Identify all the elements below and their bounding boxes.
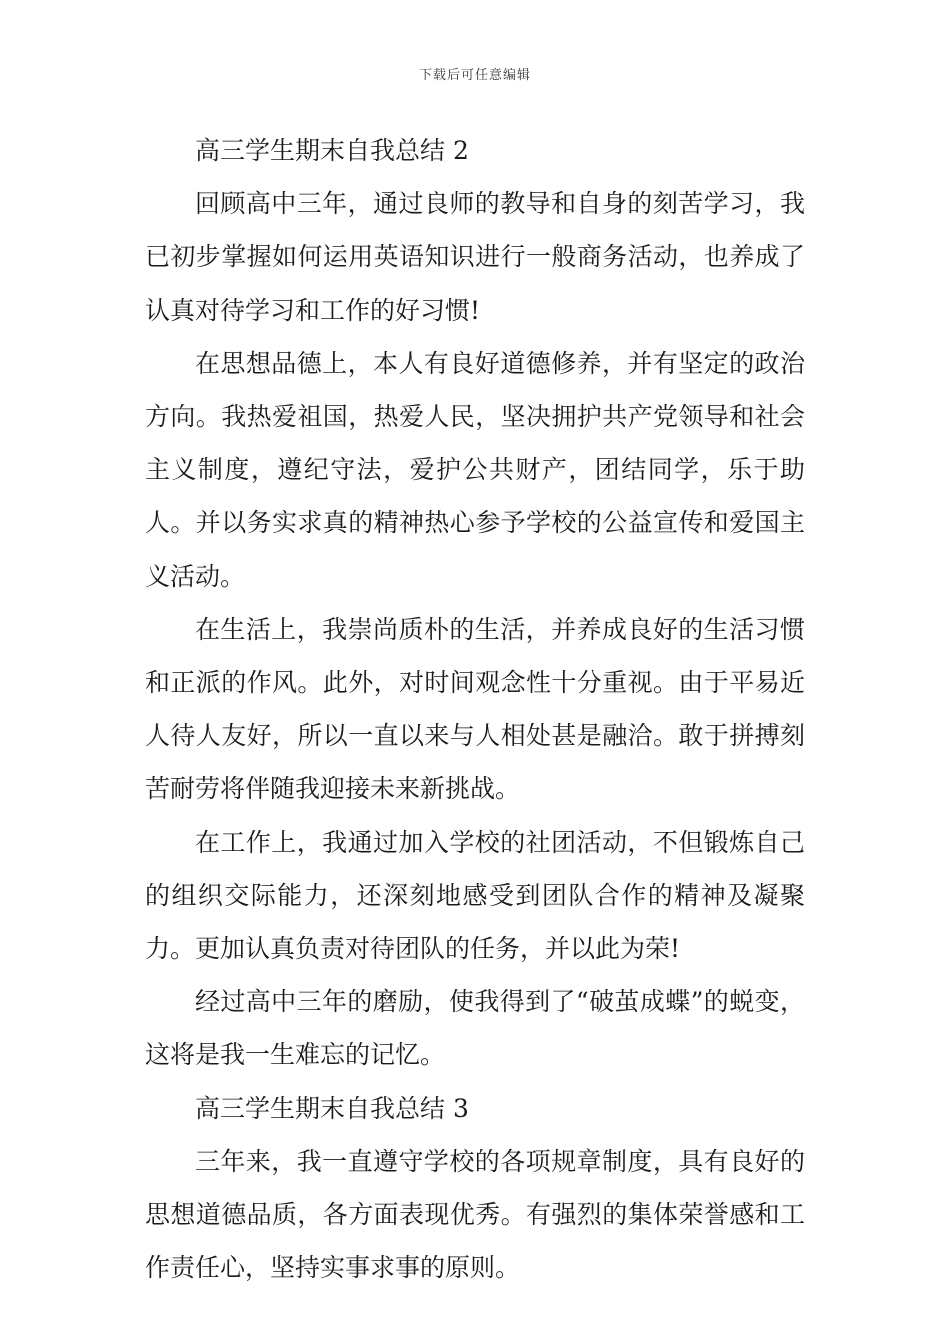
paragraph-life: 在生活上，我崇尚质朴的生活，并养成良好的生活习惯和正派的作风。此外，对时间观念性十分重视。由于平易近人待人友好，所以一直以来与人相处甚是融洽。敢于拼搏刻苦耐劳将伴随我迎接未来新挑战。 bbox=[145, 614, 805, 804]
paragraph-three-years: 三年来，我一直遵守学校的各项规章制度，具有良好的思想道德品质，各方面表现优秀。有强烈的集体荣誉感和工作责任心，坚持实事求事的原则。 bbox=[145, 1146, 805, 1283]
document-body bbox=[145, 124, 805, 1294]
paragraph-morality: 在思想品德上，本人有良好道德修养，并有坚定的政治方向。我热爱祖国，热爱人民，坚决拥护共产党领导和社会主义制度，遵纪守法，爱护公共财产，团结同学，乐于助人。并以务实求真的精神热心参予学校的公益宣传和爱国主义活动。 bbox=[145, 348, 805, 591]
paragraph-conclusion: 经过高中三年的磨励，使我得到了“破茧成蝶”的蜕变，这将是我一生难忘的记忆。 bbox=[145, 987, 805, 1070]
header-note: 下载后可任意编辑 bbox=[418, 68, 531, 83]
section-heading-2: 高三学生期末自我总结 2 bbox=[195, 136, 469, 165]
paragraph-review: 回顾高中三年，通过良师的教导和自身的刻苦学习，我已初步掌握如何运用英语知识进行一般商务活动，也养成了认真对待学习和工作的好习惯! bbox=[145, 189, 805, 325]
section-heading-3: 高三学生期末自我总结 3 bbox=[195, 1093, 469, 1123]
paragraph-work: 在工作上，我通过加入学校的社团活动，不但锻炼自己的组织交际能力，还深刻地感受到团队合作的精神及凝聚力。更加认真负责对待团队的任务，并以此为荣! bbox=[145, 827, 805, 964]
